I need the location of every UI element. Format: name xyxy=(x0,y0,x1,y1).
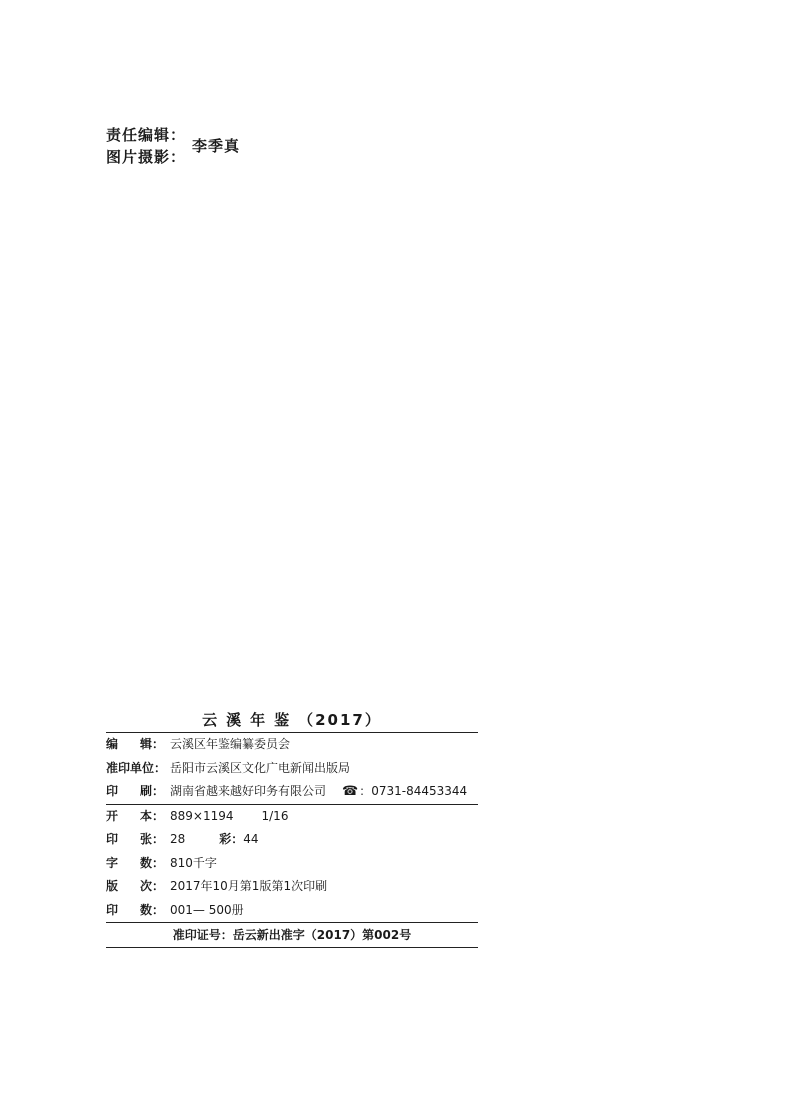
row-value: 2017年10月第1版第1次印刷 xyxy=(170,879,328,893)
row-label: 字 数： xyxy=(106,855,165,870)
phone-label: ： xyxy=(359,784,372,798)
row-value: 岳阳市云溪区文化广电新闻出版局 xyxy=(170,760,351,775)
telephone-icon: ☎ xyxy=(342,784,359,799)
row-label: 印 刷： xyxy=(106,784,165,798)
book-title xyxy=(106,708,478,732)
license-number: 准印证号：岳云新出准字（2017）第002号 xyxy=(172,928,412,942)
row-value: 001— 500册 xyxy=(170,902,244,917)
color-plates-label: 彩： xyxy=(219,832,244,846)
color-plates-value: 44 xyxy=(243,832,259,846)
row-label: 印 数： xyxy=(106,902,165,917)
row-label: 编 辑： xyxy=(106,737,165,751)
format-fraction: 1/16 xyxy=(261,808,289,823)
book-title-main: 云溪年鉴 xyxy=(202,711,299,729)
editor-in-charge-label: 责任编辑： xyxy=(106,126,187,144)
row-sheets xyxy=(106,828,478,852)
credits-block xyxy=(106,124,306,168)
phone-number: 0731-84453344 xyxy=(371,784,468,798)
row-edition xyxy=(106,875,478,899)
row-label: 版 次： xyxy=(106,879,165,893)
format-size: 889×1194 xyxy=(170,808,234,823)
row-editor xyxy=(106,733,478,757)
row-permit-unit xyxy=(106,757,478,781)
row-label: 开 本： xyxy=(106,808,165,823)
sheets-value: 28 xyxy=(170,832,186,846)
bottom-rule xyxy=(106,947,478,948)
book-title-year: （2017） xyxy=(298,711,382,729)
row-label: 印 张： xyxy=(106,832,165,846)
credit-person-name: 李季真 xyxy=(192,137,241,155)
row-value: 湖南省越来越好印务有限公司 xyxy=(170,784,327,798)
row-value: 810千字 xyxy=(170,855,217,870)
row-label: 准印单位： xyxy=(106,760,167,775)
colophon-block xyxy=(106,708,478,948)
row-format xyxy=(106,805,478,829)
row-print-run xyxy=(106,899,478,923)
photography-label: 图片摄影： xyxy=(106,148,187,166)
row-printer xyxy=(106,780,478,804)
row-words xyxy=(106,852,478,876)
row-value: 云溪区年鉴编纂委员会 xyxy=(170,737,291,751)
